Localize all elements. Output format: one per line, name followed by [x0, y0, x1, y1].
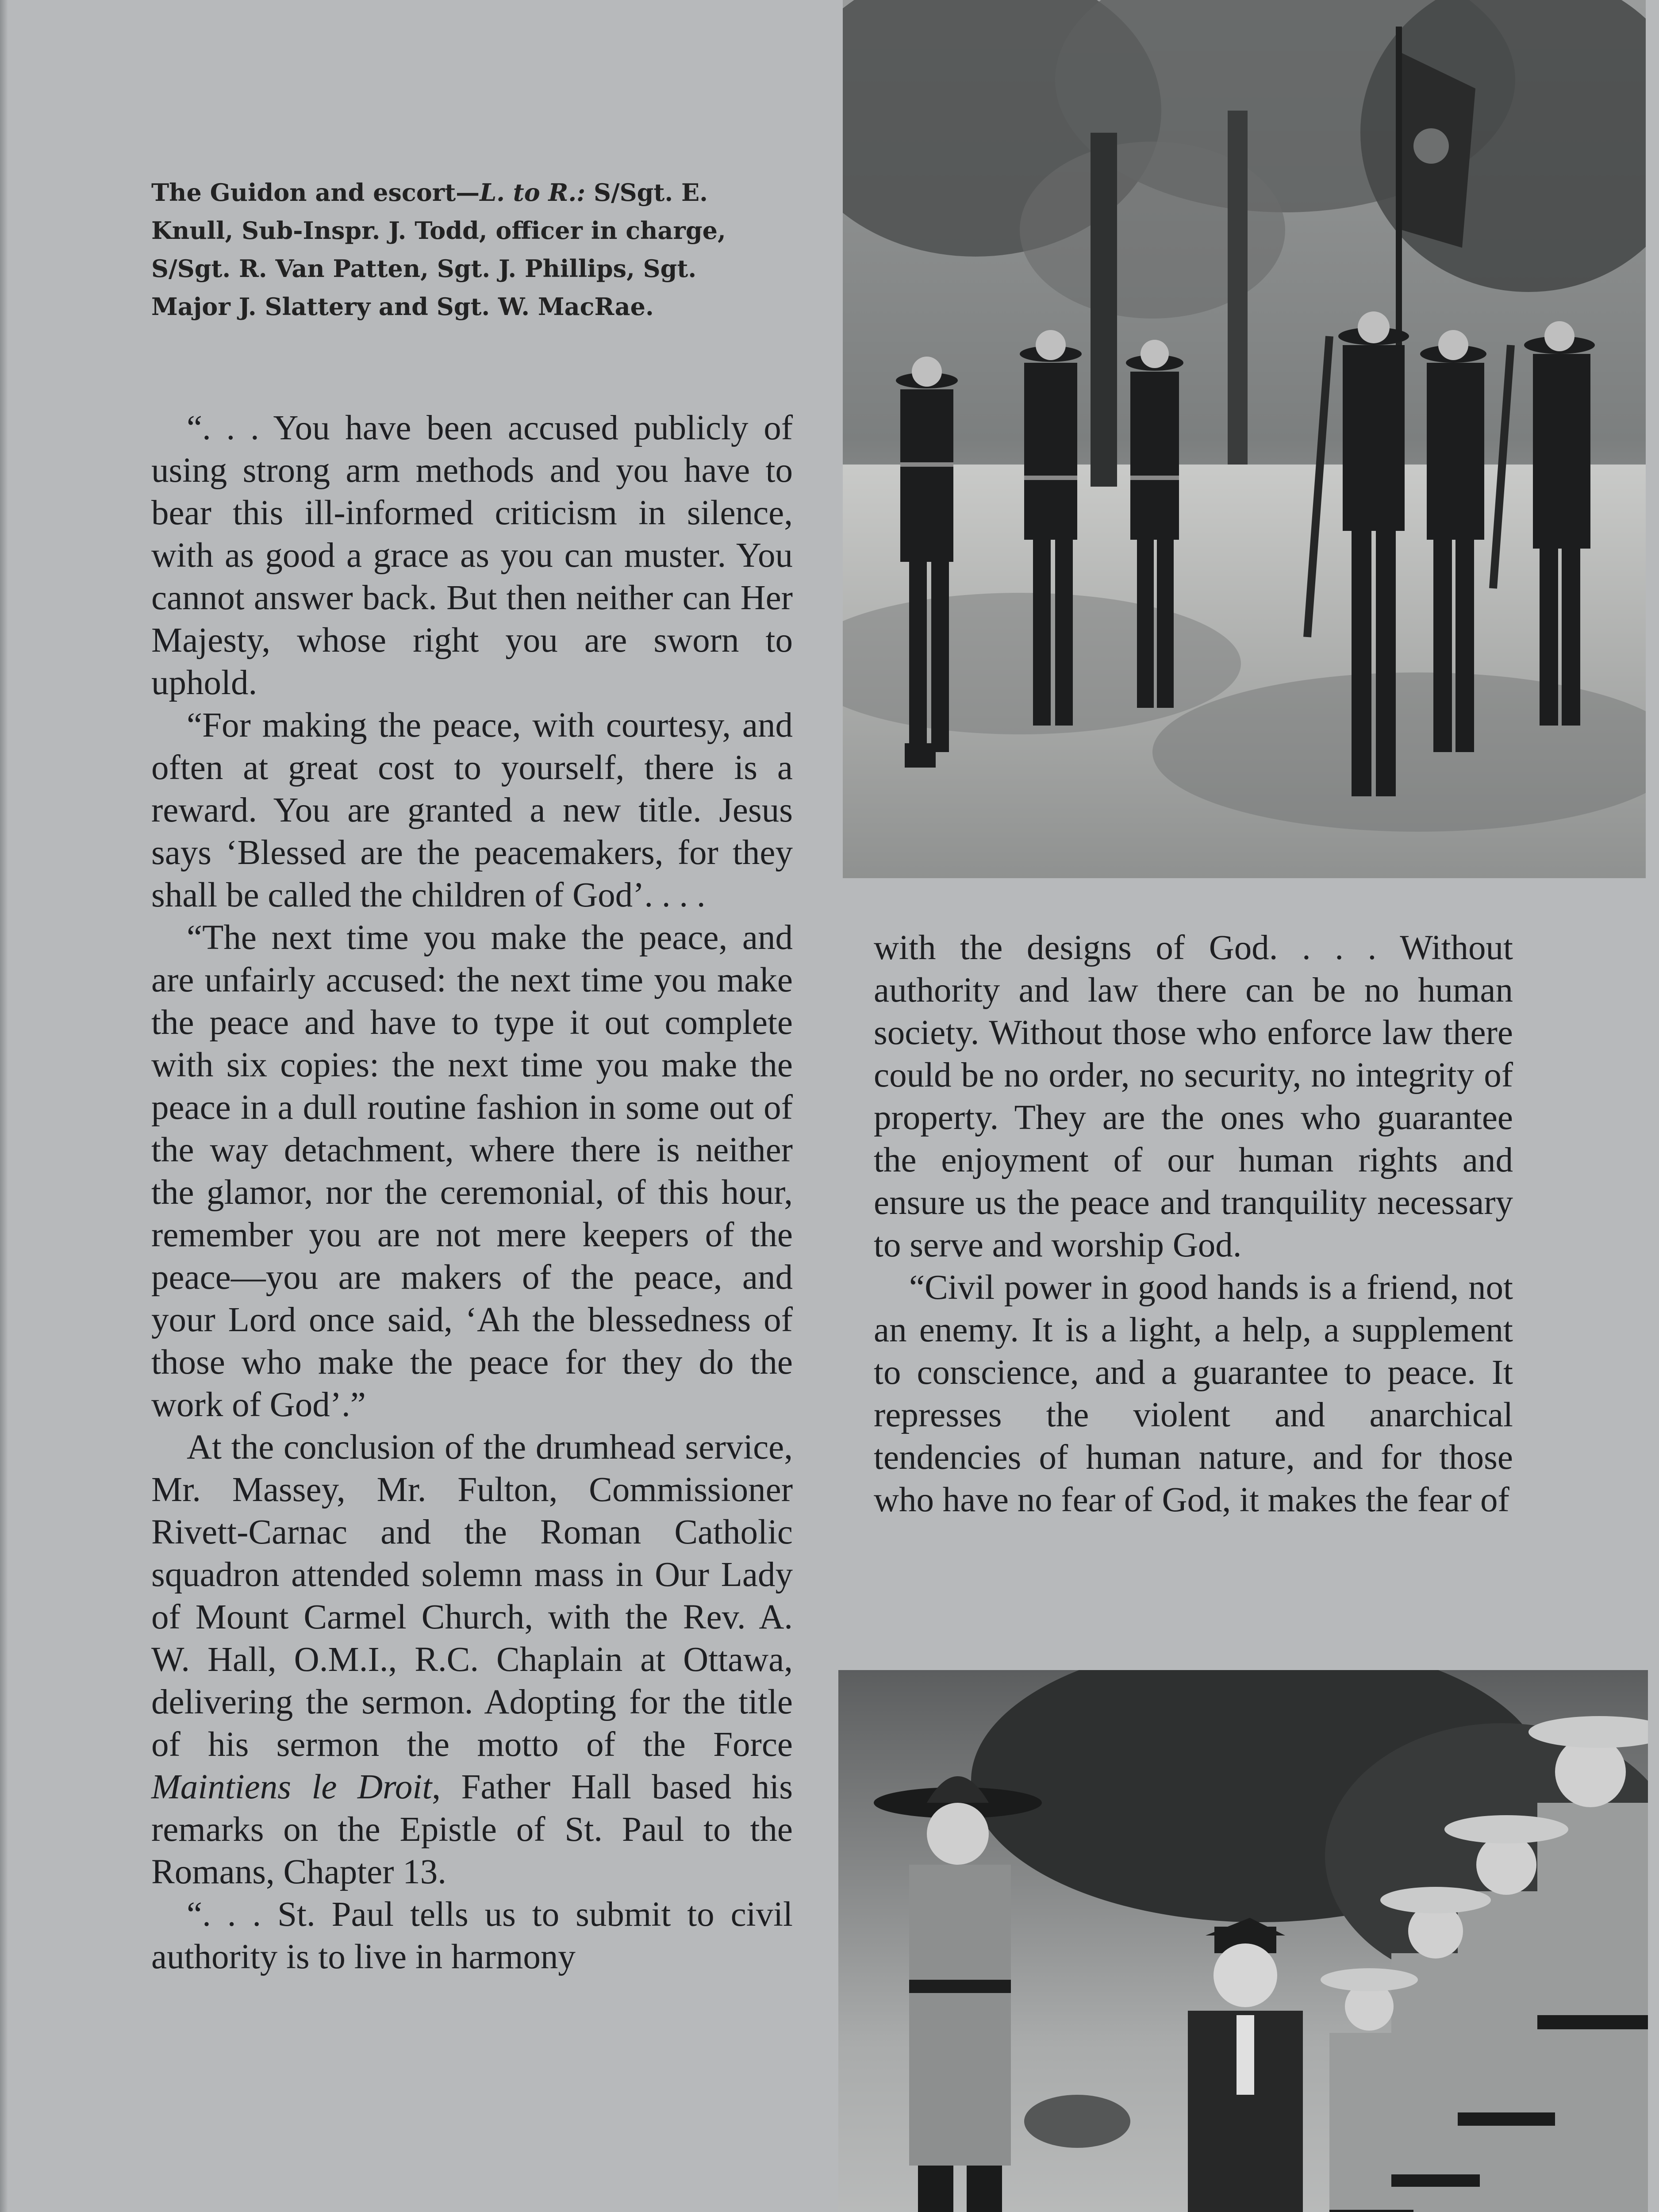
left-column: [151, 407, 793, 1978]
caption-guidon-escort: [151, 173, 740, 326]
paragraph-conclusion: [151, 1426, 793, 1893]
motto-text: Maintiens le Droit: [151, 1768, 432, 1806]
caption-italic: L. to R.:: [480, 178, 586, 207]
paragraph-st-paul: “. . . St. Paul tells us to submit to civil authority is to live in harmony: [151, 1895, 793, 1976]
caption-rest: S/Sgt. E. Knull, Sub-Inspr. J. Todd, officer in charge, S/Sgt. R. Van Patten, Sgt. J. Phillips, Sgt. Major J. Slattery and Sgt. W. MacRae.: [151, 178, 726, 321]
caption-lead: The Guidon and escort—: [151, 178, 480, 207]
guidon-photo-drawing: [843, 0, 1646, 878]
photo-drill-instructors: [838, 1670, 1648, 2212]
conclusion-text-b: , Father Hall based his remarks on the Epistle of St. Paul to the Romans, Chapter 13.: [151, 1768, 793, 1891]
photo-guidon-escort: [843, 0, 1646, 878]
paragraph-civil-power: “Civil power in good hands is a friend, not an enemy. It is a light, a help, a supplement to conscience, and a guarantee to peace. It represses the violent and anarchical tendencies of human nature, and for those who have no fear of God, it makes the fear of: [874, 1268, 1513, 1519]
paragraph-peacemakers: “For making the peace, with courtesy, and often at great cost to yourself, there is a reward. You are granted a new title. Jesus says ‘Blessed are the peacemakers, for they shall be called the children of God’. . . .: [151, 706, 793, 914]
paragraph-next-time: “The next time you make the peace, and are unfairly accused: the next time you make the peace and have to type it out complete with six copies: the next time you make the peace in a dull routine fashion in some out of the way detachment, where there is neither the glamor, nor the ceremonial, of this hour, remember you are not mere keepers of the peace—you are makers of the peace, and your Lord once said, ‘Ah the blessedness of those who make the peace for they do the work of God’.”: [151, 918, 793, 1424]
conclusion-text-a: At the conclusion of the drumhead service, Mr. Massey, Mr. Fulton, Commissioner Rivett-Carnac and the Roman Catholic squadron attended solemn mass in Our Lady of Mount Carmel Church, with the Rev. A. W. Hall, O.M.I., R.C. Chaplain at Ottawa, delivering the sermon. Adopting for the title of his sermon the motto of the Force: [151, 1428, 793, 1764]
paragraph-accused: “. . . You have been accused publicly of using strong arm methods and you have to bear this ill-informed criticism in silence, with as good a grace as you can muster. You cannot answer back. But then neither can Her Majesty, whose right you are sworn to uphold.: [151, 409, 793, 702]
page-edge: [0, 0, 8, 2212]
drill-photo-drawing: [838, 1670, 1648, 2212]
paragraph-designs-of-god: with the designs of God. . . . Without authority and law there can be no human society. Without those who enforce law there could be no order, no security, no integrity of property. They are the ones who guarantee the enjoyment of our human rights and ensure us the peace and tranquility necessary to serve and worship God.: [874, 929, 1513, 1264]
right-column: [874, 927, 1513, 1521]
